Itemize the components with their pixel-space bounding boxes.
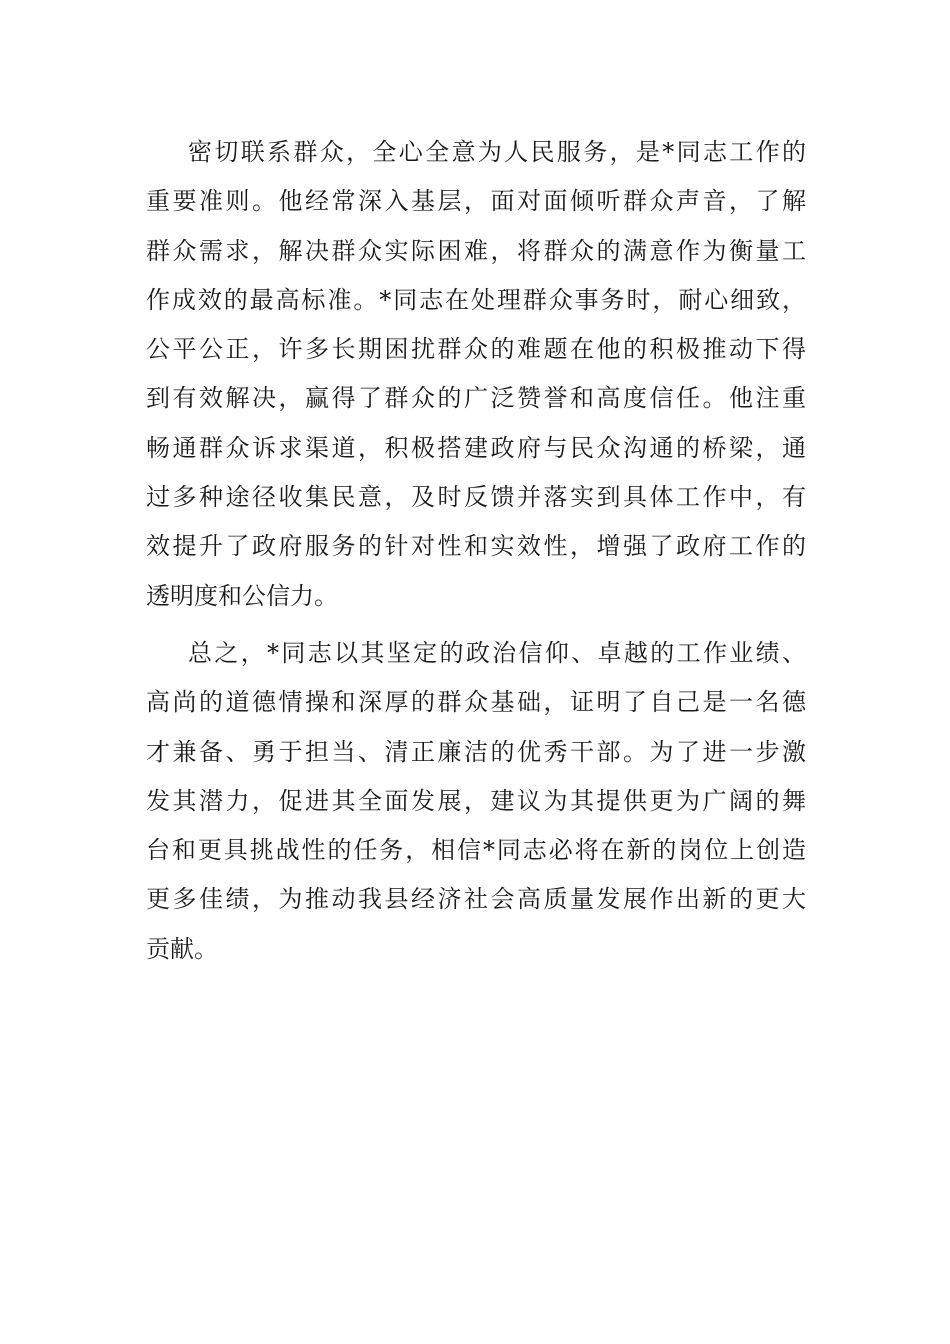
paragraph-line: 作成效的最高标准。*同志在处理群众事务时，耐心细致， [146,285,806,314]
paragraph-line: 过多种途径收集民意，及时反馈并落实到具体工作中，有 [146,483,806,512]
paragraph-line: 公平公正，许多长期困扰群众的难题在他的积极推动下得 [146,335,806,364]
paragraph-1 [146,128,806,621]
paragraph-line: 贡献。 [146,934,218,963]
paragraph-line: 效提升了政府服务的针对性和实效性，增强了政府工作的 [146,532,806,561]
paragraph-line: 到有效解决，赢得了群众的广泛赞誉和高度信任。他注重 [146,384,806,413]
paragraph-line: 更多佳绩，为推动我县经济社会高质量发展作出新的更大 [146,885,806,914]
paragraph-line: 才兼备、勇于担当、清正廉洁的优秀干部。为了进一步激 [146,737,806,766]
paragraph-spacer [146,621,806,629]
paragraph-line: 发其潜力，促进其全面发展，建议为其提供更为广阔的舞 [146,786,806,815]
paragraph-line: 重要准则。他经常深入基层，面对面倾听群众声音，了解 [146,187,806,216]
paragraph-line: 群众需求，解决群众实际困难，将群众的满意作为衡量工 [146,236,806,265]
paragraph-line: 台和更具挑战性的任务，相信*同志必将在新的岗位上创造 [146,836,806,865]
document-body [146,128,806,974]
paragraph-2 [146,629,806,974]
paragraph-line: 总之，*同志以其坚定的政治信仰、卓越的工作业绩、 [188,638,806,667]
paragraph-line: 畅通群众诉求渠道，积极搭建政府与民众沟通的桥梁，通 [146,433,806,462]
paragraph-line: 高尚的道德情操和深厚的群众基础，证明了自己是一名德 [146,688,806,717]
paragraph-line: 透明度和公信力。 [146,581,338,610]
paragraph-line: 密切联系群众，全心全意为人民服务，是*同志工作的 [188,138,806,166]
